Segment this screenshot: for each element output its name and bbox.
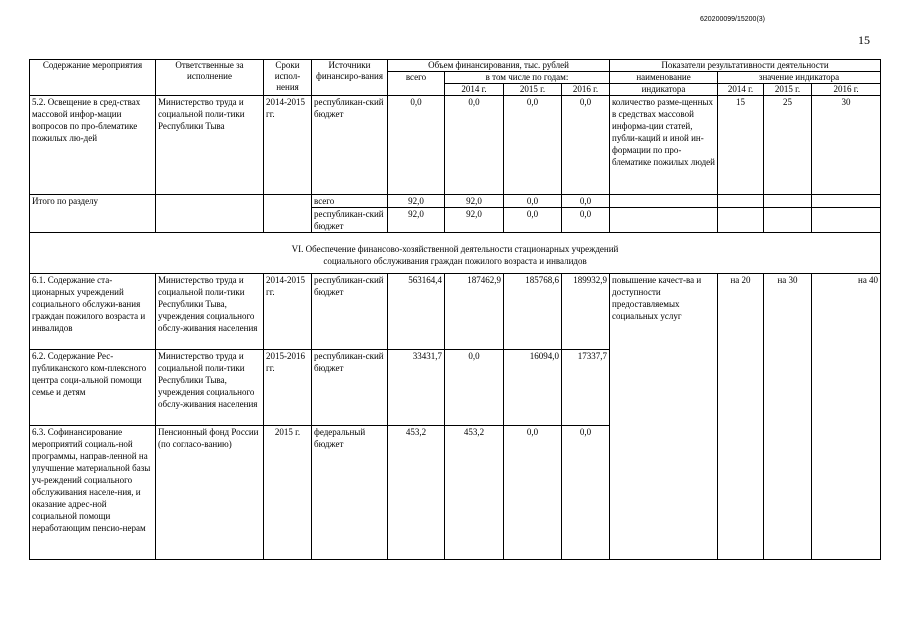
row-total: 563164,4	[388, 274, 445, 350]
row-content: 6.2. Содержание Рес-публиканского ком-плексного центра соци-альной помощи семье и детям	[30, 350, 156, 426]
subtotal-row-1	[30, 195, 881, 208]
row-source: республикан-ский бюджет	[312, 96, 388, 195]
header-indicator-name-1: наименование	[610, 72, 718, 84]
row-2016: 0,0	[562, 96, 610, 195]
header-row-1	[30, 60, 881, 72]
header-indicator-name-2: индикатора	[610, 84, 718, 96]
program-table	[29, 59, 881, 560]
subtotal-2016: 0,0	[562, 195, 610, 208]
header-ind-2016: 2016 г.	[812, 84, 881, 96]
row-ind-2015: 25	[764, 96, 812, 195]
subtotal-2015: 0,0	[504, 195, 562, 208]
row-2014: 0,0	[445, 96, 504, 195]
row-terms: 2014-2015 гг.	[264, 274, 312, 350]
row-terms: 2015 г.	[264, 426, 312, 560]
row-2016: 189932,9	[562, 274, 610, 350]
row-2015: 185768,6	[504, 274, 562, 350]
subtotal-label: Итого по разделу	[30, 195, 156, 233]
row-responsible: Министерство труда и социальной поли-тики Республики Тыва	[156, 96, 264, 195]
row-source: республикан-ский бюджет	[312, 350, 388, 426]
subtotal-empty	[764, 208, 812, 233]
section-heading	[30, 233, 881, 274]
section-heading-line-2: социального обслуживания граждан пожилого возраста и инвалидов	[323, 256, 587, 266]
row-content: 6.1. Содержание ста-ционарных учреждений социального обслужи-вания граждан пожилого возраста и инвалидов	[30, 274, 156, 350]
section-heading-row	[30, 233, 881, 274]
row-2015: 0,0	[504, 426, 562, 560]
page-number: 15	[858, 33, 870, 47]
row-2016: 17337,7	[562, 350, 610, 426]
row-total: 0,0	[388, 96, 445, 195]
row-content: 6.3. Софинансирование мероприятий социаль-ной программы, направ-ленной на улучшение материальной базы уч-реждений социального обслуживания населе-ния, и оказание адрес-ной социальной помощи неработающим пенсио-нерам	[30, 426, 156, 560]
row-responsible: Министерство труда и социальной поли-тики Республики Тыва, учреждения социального обслу-живания населения	[156, 350, 264, 426]
subtotal-empty	[718, 195, 764, 208]
header-sources: Источники финансиро-вания	[312, 60, 388, 96]
row-2014: 0,0	[445, 350, 504, 426]
row-2015: 16094,0	[504, 350, 562, 426]
subtotal-empty	[610, 195, 718, 208]
header-2015: 2015 г.	[504, 84, 562, 96]
subtotal-empty	[812, 195, 881, 208]
row-source: республикан-ский бюджет	[312, 274, 388, 350]
header-by-years: в том числе по годам:	[445, 72, 610, 84]
subtotal-source: республикан-ский бюджет	[312, 208, 388, 233]
subtotal-empty	[156, 195, 264, 233]
row-responsible: Пенсионный фонд России (по согласо-ванию)	[156, 426, 264, 560]
row-source: федеральный бюджет	[312, 426, 388, 560]
section-heading-line-1: VI. Обеспечение финансово-хозяйственной деятельности стационарных учреждений	[291, 244, 619, 254]
row-terms: 2014-2015 гг.	[264, 96, 312, 195]
document-code: 620200099/15200(3)	[700, 16, 766, 23]
row-total: 33431,7	[388, 350, 445, 426]
header-2016: 2016 г.	[562, 84, 610, 96]
row-total: 453,2	[388, 426, 445, 560]
subtotal-empty	[764, 195, 812, 208]
subtotal-empty	[264, 195, 312, 233]
subtotal-2015: 0,0	[504, 208, 562, 233]
subtotal-total: 92,0	[388, 208, 445, 233]
subtotal-2014: 92,0	[445, 195, 504, 208]
table-row-6-1	[30, 274, 881, 350]
header-funding-group: Объем финансирования, тыс. рублей	[388, 60, 610, 72]
row-ind-2016: 30	[812, 96, 881, 195]
row-ind-2016: на 40	[812, 274, 881, 560]
subtotal-total: 92,0	[388, 195, 445, 208]
header-total: всего	[388, 72, 445, 96]
subtotal-2014: 92,0	[445, 208, 504, 233]
subtotal-empty	[718, 208, 764, 233]
subtotal-empty	[610, 208, 718, 233]
row-2014: 187462,9	[445, 274, 504, 350]
row-content: 5.2. Освещение в сред-ствах массовой инфор-мации вопросов по про-блематике пожилых лю-дей	[30, 96, 156, 195]
subtotal-2016: 0,0	[562, 208, 610, 233]
header-ind-2014: 2014 г.	[718, 84, 764, 96]
header-indicators-group: Показатели результативности деятельности	[610, 60, 881, 72]
header-indicator-value: значение индикатора	[718, 72, 881, 84]
row-indicator: количество разме-щенных в средствах массовой информа-ции статей, публи-каций и иной ин-формации по про-блематике пожилых людей	[610, 96, 718, 195]
subtotal-source: всего	[312, 195, 388, 208]
row-ind-2014: на 20	[718, 274, 764, 560]
table-row-5-2	[30, 96, 881, 195]
row-ind-2015: на 30	[764, 274, 812, 560]
row-ind-2014: 15	[718, 96, 764, 195]
row-2015: 0,0	[504, 96, 562, 195]
row-2014: 453,2	[445, 426, 504, 560]
row-2016: 0,0	[562, 426, 610, 560]
header-content: Содержание мероприятия	[30, 60, 156, 96]
header-2014: 2014 г.	[445, 84, 504, 96]
subtotal-empty	[812, 208, 881, 233]
header-responsible: Ответственные за исполнение	[156, 60, 264, 96]
row-indicator: повышение качест-ва и доступности предоставляемых социальных услуг	[610, 274, 718, 560]
row-terms: 2015-2016 гг.	[264, 350, 312, 426]
header-ind-2015: 2015 г.	[764, 84, 812, 96]
row-responsible: Министерство труда и социальной поли-тики Республики Тыва, учреждения социального обслу-живания населения	[156, 274, 264, 350]
header-terms: Сроки испол-нения	[264, 60, 312, 96]
